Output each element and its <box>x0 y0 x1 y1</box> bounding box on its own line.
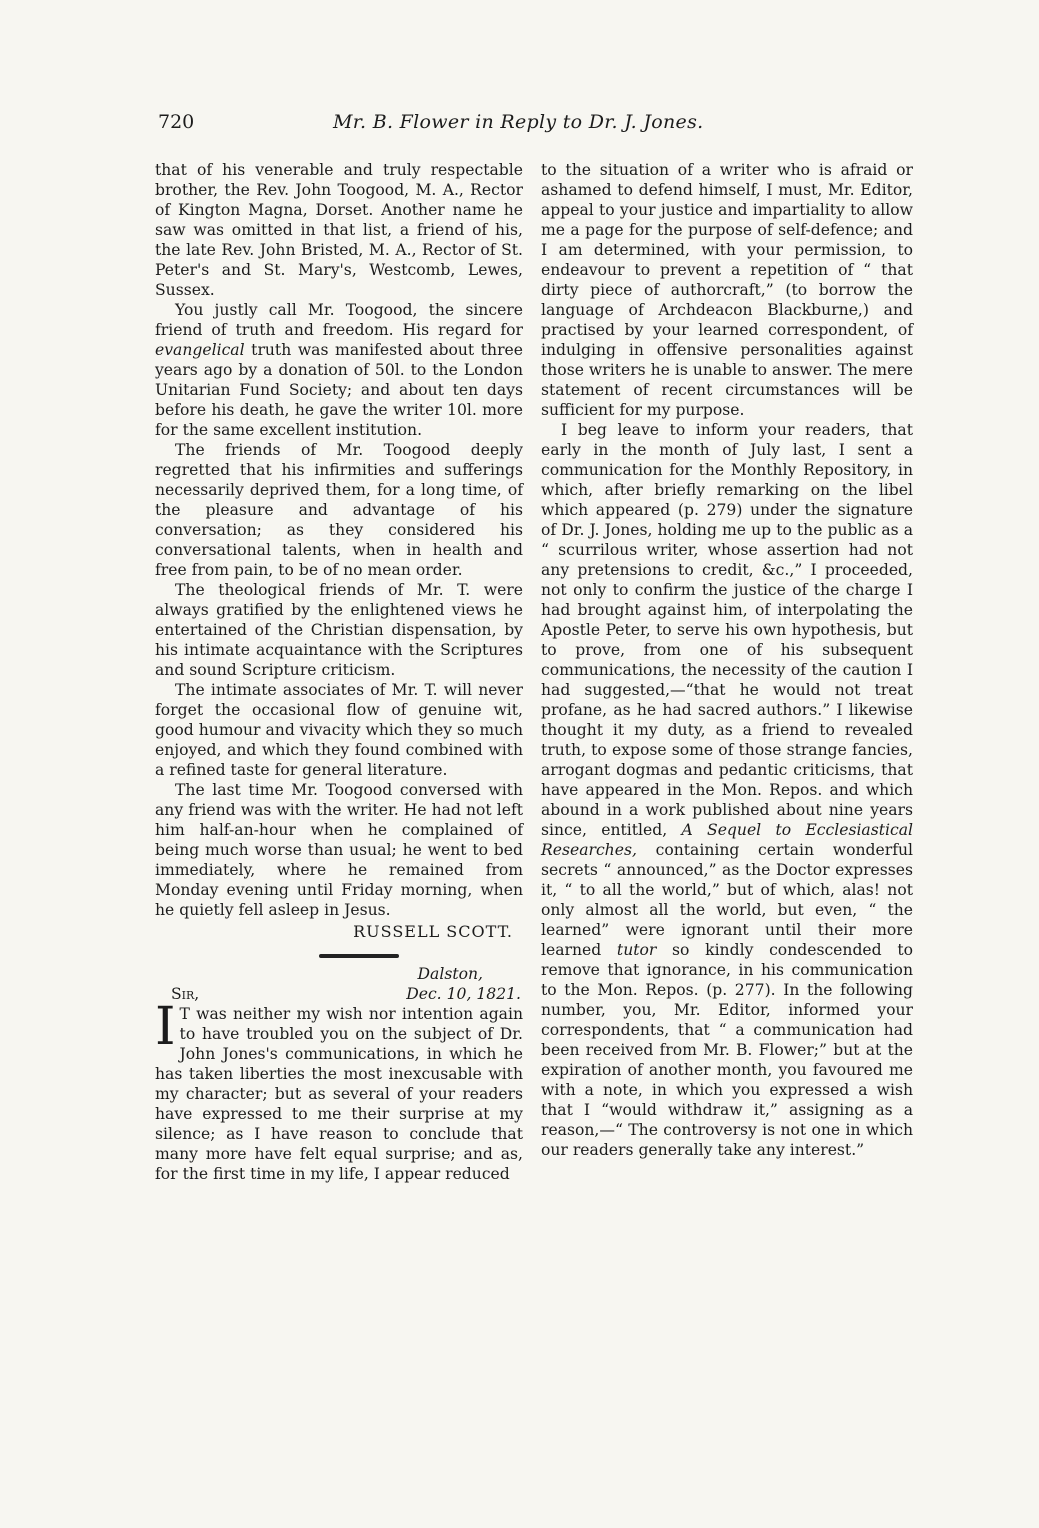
paragraph: I beg leave to inform your readers, that early in the month of July last, I sent a communication for the Monthly Repository, in which, after briefly remarking on the libel which appeared (p. 279) under the signature of Dr. J. Jones, holding me up to the public as a “ scurrilous writer, whose assertion had not any pretensions to credit, &c.,” I proceeded, not only to confirm the justice of the charge I had brought against him, of interpolating the Apostle Peter, to serve his own hypothesis, but to prove, from one of his subsequent communications, the necessity of the caution I had suggested,—“that he would not treat profane, as he had sacred authors.” I likewise thought it my duty, as a friend to revealed truth, to expose some of those strange fancies, arrogant dogmas and pedantic criticisms, that have appeared in the Mon. Repos. and which abound in a work published about nine years since, entitled, A Sequel to Ecclesiastical Researches, containing certain wonderful secrets “ announced,” as the Doctor expresses it, “ to all the world,” but of which, alas! not only almost all the world, but even, “ the learned” were ignorant until their more learned tutor so kindly condescended to remove that ignorance, in his communication to the Mon. Repos. (p. 277). In the following number, you, Mr. Editor, informed your correspondents, that “ a communication had been received from Mr. B. Flower;” but at the expiration of another month, you favoured me with a note, in which you expressed a wish that I “would withdraw it,” assigning as a reason,—“ The controversy is not one in which our readers generally take any interest.” <box>541 421 913 1159</box>
right-column <box>541 160 913 1160</box>
paragraph: that of his venerable and truly respectable brother, the Rev. John Toogood, M. A., Rector of Kington Magna, Dorset. Another name he saw was omitted in that list, a friend of his, the late Rev. John Bristed, M. A., Rector of St. Peter's and St. Mary's, Westcomb, Lewes, Sussex. <box>155 161 523 299</box>
letter-place: Dalston, <box>417 965 483 983</box>
letter-paragraph: I T was neither my wish nor intention again to have troubled you on the subject of Dr. John Jones's communications, in which he has taken liberties the most inexcusable with my character; but as several of your readers have expressed to me their surprise at my silence; as I have reason to conclude that many more have felt equal surprise; and as, for the first time in my life, I appear reduced <box>155 997 523 1183</box>
letter-heading <box>155 984 523 1004</box>
paragraph: The friends of Mr. Toogood deeply regretted that his infirmities and sufferings necessarily deprived them, for a long time, of the pleasure and advantage of his conversation; as they considered his conversational talents, when in health and free from pain, to be of no mean order. <box>155 441 523 579</box>
emphasis: evangelical <box>155 341 245 359</box>
paragraph: You justly call Mr. Toogood, the sincere friend of truth and freedom. His regard for evangelical truth was manifested about three years ago by a donation of 50l. to the London Unitarian Fund Society; and about ten days before his death, he gave the writer 10l. more for the same excellent institution. <box>155 301 523 439</box>
left-column <box>155 160 523 1184</box>
book-title: A Sequel to Ecclesiastical Researches, <box>541 821 913 859</box>
page-number: 720 <box>158 111 195 133</box>
paragraph: The theological friends of Mr. T. were always gratified by the enlightened views he entertained of the Christian dispensation, by his intimate acquaintance with the Scriptures and sound Scripture criticism. <box>155 581 523 679</box>
page-header <box>158 111 918 141</box>
running-title: Mr. B. Flower in Reply to Dr. J. Jones. <box>333 111 704 133</box>
emphasis: tutor <box>616 941 657 959</box>
paragraph: to the situation of a writer who is afraid or ashamed to defend himself, I must, Mr. Editor, appeal to your justice and impartiality to allow me a page for the purpose of self-defence; and I am determined, with your permission, to endeavour to prevent a repetition of “ that dirty piece of authorcraft,” (to borrow the language of Archdeacon Blackburne,) and practised by your learned correspondent, of indulging in offensive personalities against those writers he is unable to answer. The mere statement of recent circumstances will be sufficient for my purpose. <box>541 161 913 419</box>
letter-date: Dec. 10, 1821. <box>406 985 521 1003</box>
paragraph: The intimate associates of Mr. T. will never forget the occasional flow of genuine wit, good humour and vivacity which they so much enjoyed, and which they found combined with a refined taste for general literature. <box>155 681 523 779</box>
section-divider <box>319 954 399 958</box>
signature: RUSSELL SCOTT. <box>353 922 513 941</box>
drop-cap: I <box>155 997 176 1057</box>
paragraph: The last time Mr. Toogood conversed with any friend was with the writer. He had not left him half-an-hour when he complained of being much worse than usual; he went to bed immediately, where he remained from Monday evening until Friday morning, when he quietly fell asleep in Jesus. <box>155 781 523 919</box>
salutation: Sir, <box>171 985 200 1003</box>
